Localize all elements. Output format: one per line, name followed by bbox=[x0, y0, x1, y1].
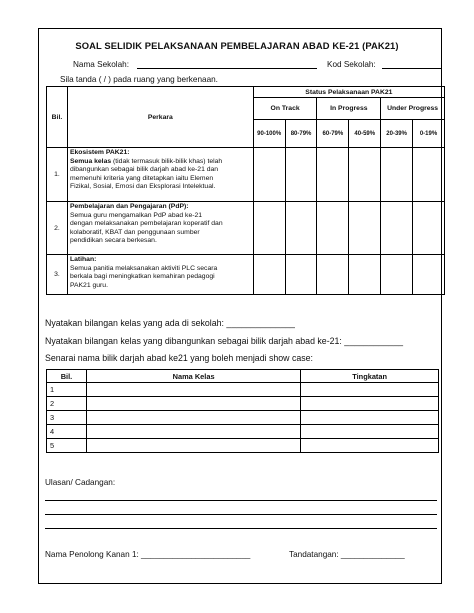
tick-cell[interactable] bbox=[317, 202, 349, 255]
row-content bbox=[67, 202, 253, 255]
row-number: 1 bbox=[47, 383, 87, 397]
school-code-row bbox=[327, 60, 442, 69]
range-header: 40-59% bbox=[349, 120, 381, 148]
col-form-header: Tingkatan bbox=[301, 370, 439, 383]
range-header: 80-79% bbox=[285, 120, 317, 148]
remarks-line[interactable] bbox=[45, 528, 437, 529]
class-name-cell[interactable] bbox=[86, 439, 300, 453]
class-name-cell[interactable] bbox=[86, 411, 300, 425]
col-class-name-header: Nama Kelas bbox=[86, 370, 300, 383]
group-in-progress: In Progress bbox=[317, 98, 381, 120]
row-number: 1. bbox=[47, 148, 68, 202]
row-number: 5 bbox=[47, 439, 87, 453]
table-row bbox=[47, 255, 445, 295]
tick-cell[interactable] bbox=[413, 202, 445, 255]
table-row bbox=[47, 397, 439, 411]
tick-cell[interactable] bbox=[253, 255, 285, 295]
class-name-cell[interactable] bbox=[86, 397, 300, 411]
form-cell[interactable] bbox=[301, 411, 439, 425]
row-number: 4 bbox=[47, 425, 87, 439]
signature-field: Tandatangan: ______________ bbox=[289, 550, 405, 559]
tick-cell[interactable] bbox=[349, 255, 381, 295]
assistant-principal-name: Nama Penolong Kanan 1: ________________________ bbox=[45, 550, 251, 559]
row-line: (tidak termasuk bilik-bilik khas) telah bbox=[113, 157, 223, 165]
tick-cell[interactable] bbox=[285, 202, 317, 255]
form-title: SOAL SELIDIK PELAKSANAAN PEMBELAJARAN ABAD KE-21 (PAK21) bbox=[75, 40, 399, 51]
group-on-track: On Track bbox=[253, 98, 317, 120]
tick-cell[interactable] bbox=[381, 202, 413, 255]
question-showcase-list: Senarai nama bilik darjah abad ke21 yang boleh menjadi show case: bbox=[45, 353, 313, 363]
school-code-label: Kod Sekolah: bbox=[327, 60, 376, 69]
class-name-cell[interactable] bbox=[86, 425, 300, 439]
tick-cell[interactable] bbox=[349, 202, 381, 255]
question-class-count: Nyatakan bilangan kelas yang ada di sekolah: ______________ bbox=[45, 318, 295, 328]
tick-cell[interactable] bbox=[285, 255, 317, 295]
school-name-field[interactable] bbox=[137, 68, 317, 69]
tick-cell[interactable] bbox=[349, 148, 381, 202]
table-row bbox=[47, 425, 439, 439]
row-line: PAK21 guru. bbox=[69, 281, 108, 289]
table-row bbox=[47, 383, 439, 397]
status-table bbox=[46, 86, 445, 295]
row-number: 2. bbox=[47, 202, 68, 255]
showcase-table bbox=[46, 369, 439, 453]
range-header: 60-79% bbox=[317, 120, 349, 148]
form-cell[interactable] bbox=[301, 439, 439, 453]
table-row bbox=[47, 148, 445, 202]
tick-cell[interactable] bbox=[317, 255, 349, 295]
row-content bbox=[67, 255, 253, 295]
row-content bbox=[67, 148, 253, 202]
row-line: kolaboratif, KBAT dan penggunaan sumber bbox=[69, 228, 200, 236]
tick-cell[interactable] bbox=[285, 148, 317, 202]
table-row bbox=[47, 411, 439, 425]
range-header: 20-39% bbox=[381, 120, 413, 148]
row-line: Semua guru mengamalkan PdP abad ke-21 bbox=[69, 211, 203, 219]
row-subheading: Semua kelas bbox=[69, 157, 112, 165]
remarks-label: Ulasan/ Cadangan: bbox=[45, 478, 116, 487]
tick-cell[interactable] bbox=[381, 148, 413, 202]
remarks-line[interactable] bbox=[45, 514, 437, 515]
tick-cell[interactable] bbox=[413, 148, 445, 202]
tick-cell[interactable] bbox=[253, 148, 285, 202]
row-line: dibangunkan sebagai bilik darjah abad ke-21 dan bbox=[69, 166, 219, 174]
form-cell[interactable] bbox=[301, 425, 439, 439]
form-cell[interactable] bbox=[301, 383, 439, 397]
status-header: Status Pelaksanaan PAK21 bbox=[253, 87, 444, 98]
row-line: memenuhi kriteria yang ditetapkan iaitu Elemen bbox=[69, 174, 214, 182]
question-21st-century-count: Nyatakan bilangan kelas yang dibangunkan sebagai bilik darjah abad ke-21: ____________ bbox=[45, 336, 404, 346]
row-number: 3. bbox=[47, 255, 68, 295]
row-line: berkala bagi meningkatkan kemahiran pedagogi bbox=[69, 273, 215, 281]
row-line: Fizikal, Sosial, Emosi dan Eksplorasi Intelektual. bbox=[69, 183, 216, 191]
col-bil-header: Bil. bbox=[47, 370, 87, 383]
instruction-text: Sila tanda ( / ) pada ruang yang berkenaan. bbox=[60, 75, 218, 84]
row-number: 2 bbox=[47, 397, 87, 411]
table-row bbox=[47, 439, 439, 453]
row-line: Semua panitia melaksanakan aktiviti PLC secara bbox=[69, 264, 218, 272]
row-line: pendidikan secara berkesan. bbox=[69, 237, 157, 245]
table-row bbox=[47, 202, 445, 255]
row-heading: Latihan: bbox=[69, 256, 97, 263]
col-perkara-header: Perkara bbox=[67, 87, 253, 148]
range-header: 90-100% bbox=[253, 120, 285, 148]
range-header: 0-19% bbox=[413, 120, 445, 148]
row-line: dengan melaksanakan pembelajaran koperatif dan bbox=[69, 220, 223, 228]
form-cell[interactable] bbox=[301, 397, 439, 411]
class-name-cell[interactable] bbox=[86, 383, 300, 397]
remarks-line[interactable] bbox=[45, 500, 437, 501]
school-code-field[interactable] bbox=[382, 68, 442, 69]
school-name-row bbox=[73, 60, 317, 69]
col-bil-header: Bil. bbox=[47, 87, 68, 148]
tick-cell[interactable] bbox=[381, 255, 413, 295]
row-number: 3 bbox=[47, 411, 87, 425]
row-heading: Pembelajaran dan Pengajaran (PdP): bbox=[69, 203, 189, 210]
tick-cell[interactable] bbox=[413, 255, 445, 295]
row-heading: Ekosistem PAK21: bbox=[69, 149, 130, 156]
group-under-progress: Under Progress bbox=[381, 98, 445, 120]
school-name-label: Nama Sekolah: bbox=[73, 60, 129, 69]
tick-cell[interactable] bbox=[253, 202, 285, 255]
tick-cell[interactable] bbox=[317, 148, 349, 202]
